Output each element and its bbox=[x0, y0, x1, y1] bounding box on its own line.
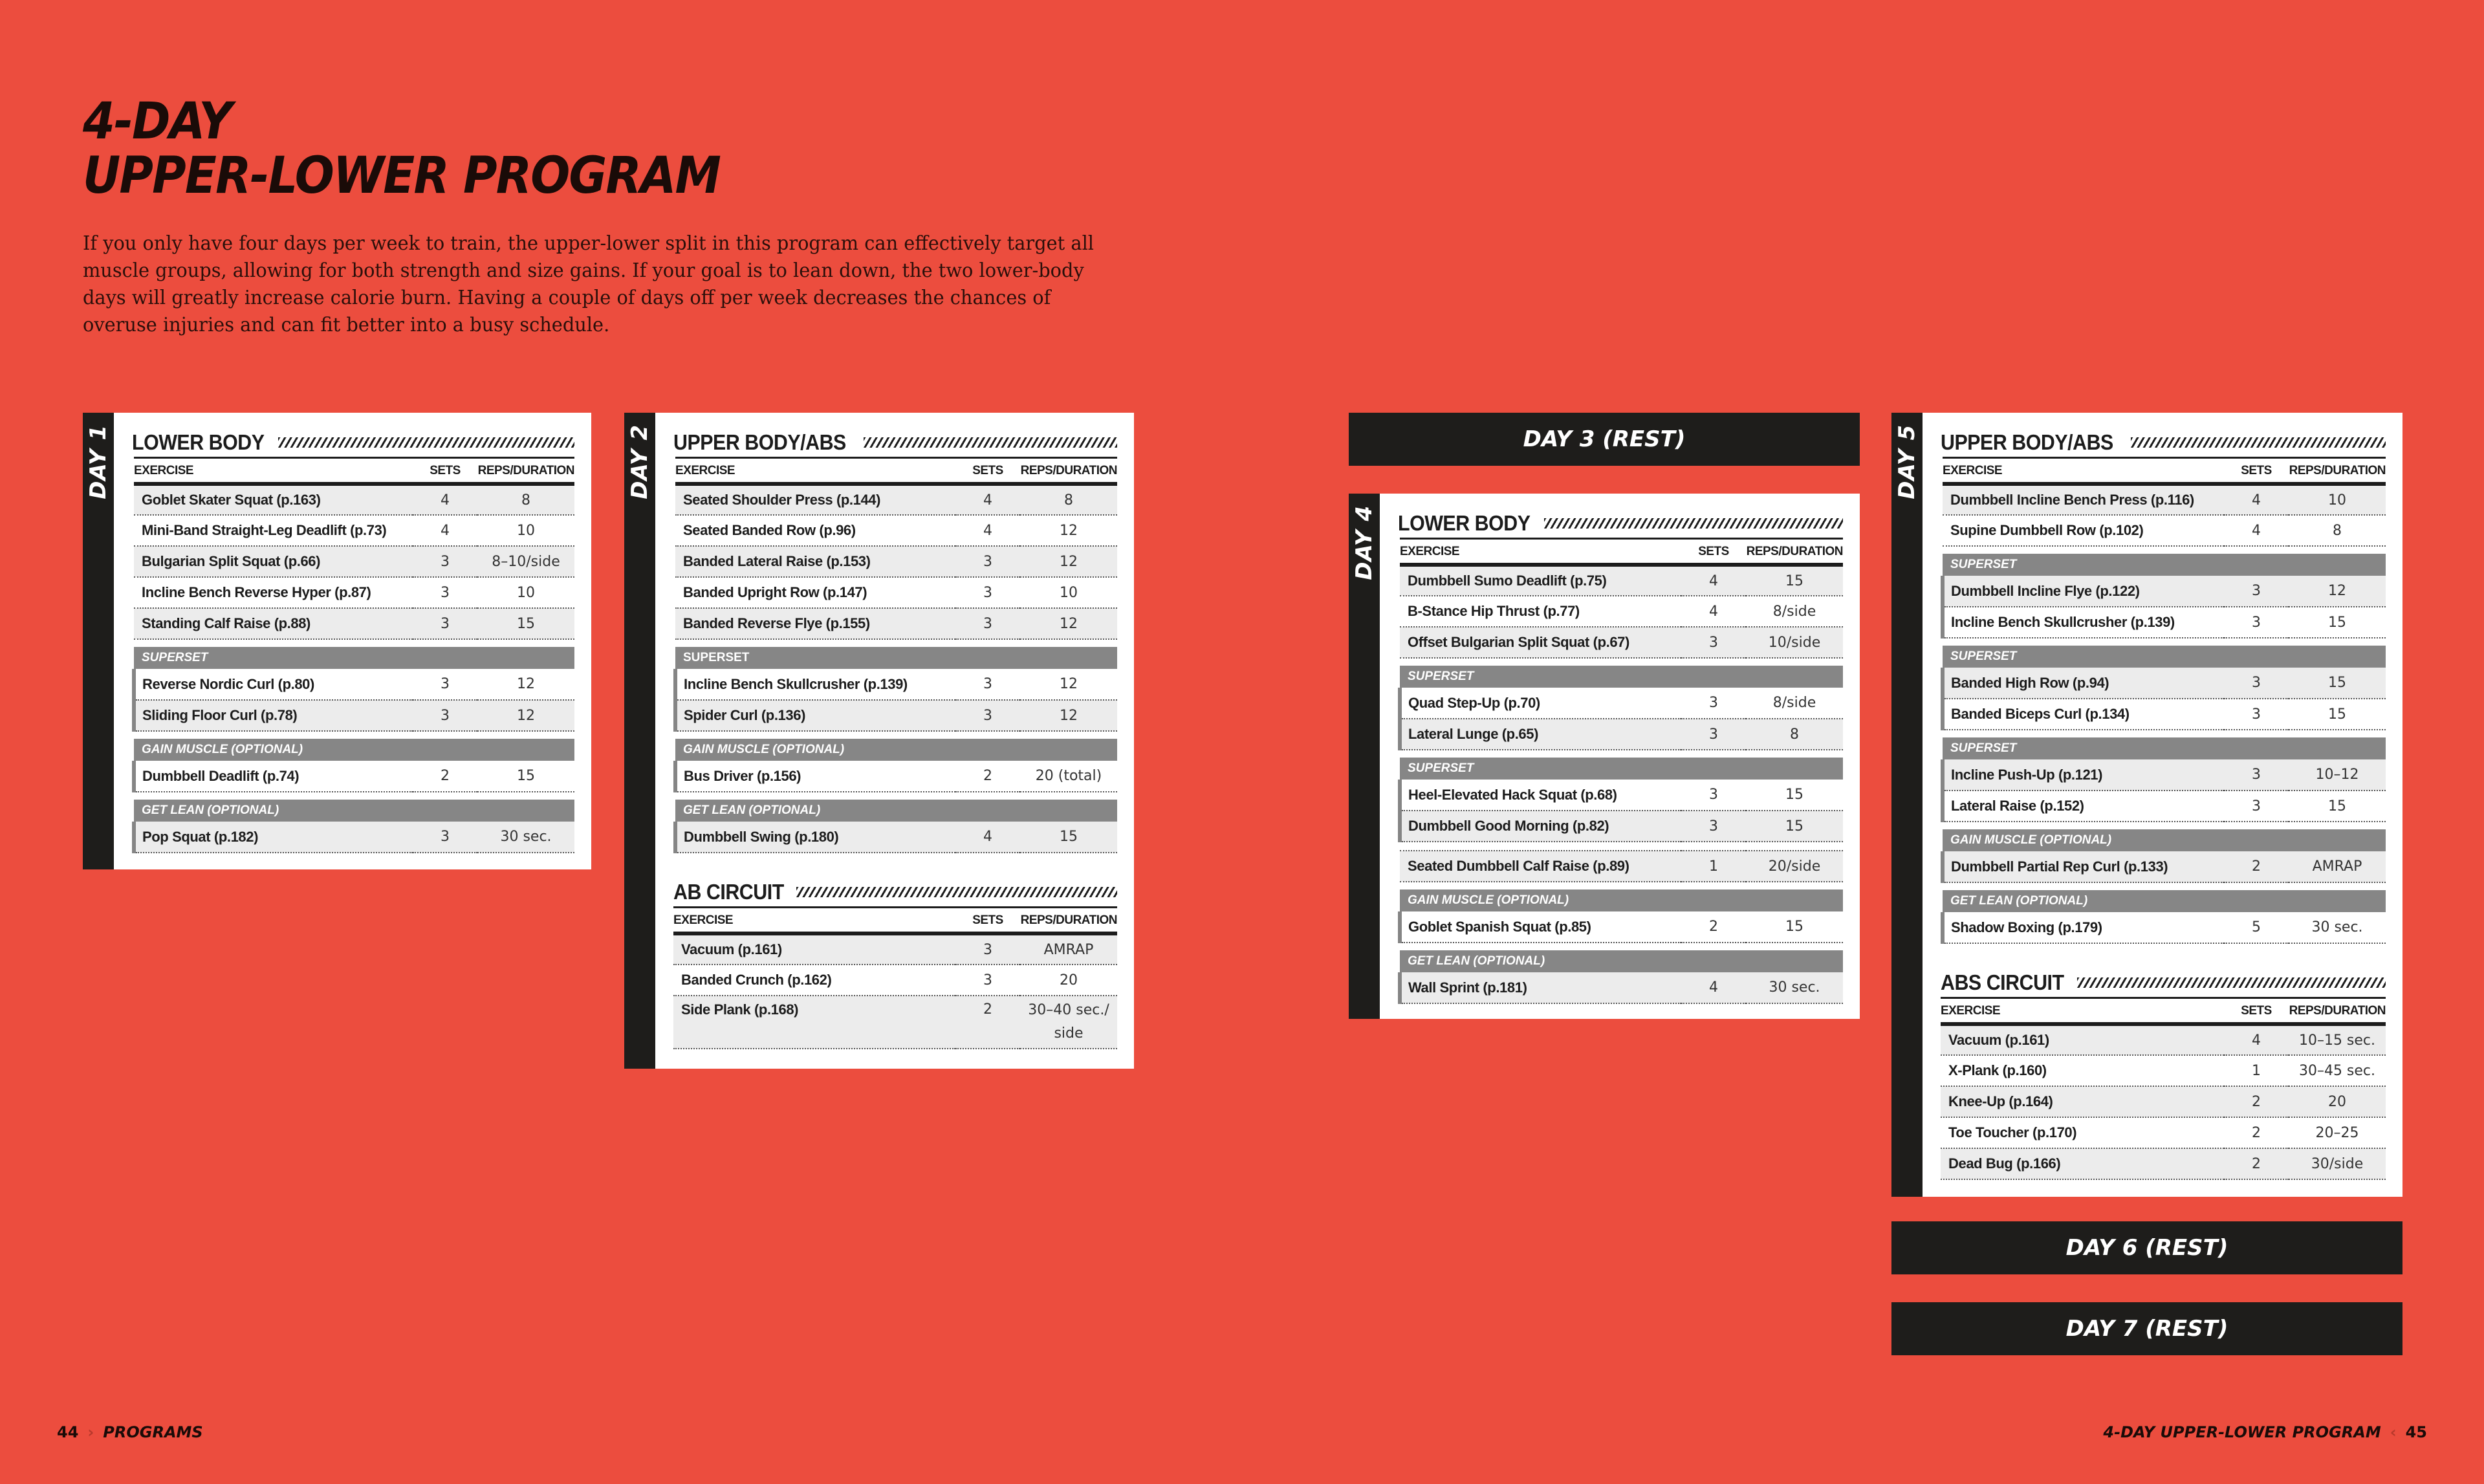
day5-abs-circuit bbox=[1941, 968, 2386, 1180]
col-sets: SETS bbox=[413, 458, 477, 485]
get-lean-header: GET LEAN (OPTIONAL) bbox=[675, 800, 1117, 822]
sets-value: 4 bbox=[2224, 515, 2289, 546]
reps-value: 10 bbox=[2289, 484, 2386, 515]
exercise-name: Standing Calf Raise (p.88) bbox=[134, 608, 413, 639]
sets-value: 5 bbox=[2224, 912, 2289, 943]
superset-header: SUPERSET bbox=[675, 647, 1117, 669]
exercise-table bbox=[1398, 538, 1843, 1004]
reps-value: 10–15 sec. bbox=[2289, 1024, 2386, 1055]
superset-header: SUPERSET bbox=[134, 647, 574, 669]
section-title: LOWER BODY bbox=[1398, 511, 1531, 535]
gain-muscle-header: GAIN MUSCLE (OPTIONAL) bbox=[675, 739, 1117, 761]
reps-value: 10/side bbox=[1746, 627, 1843, 658]
table-row bbox=[675, 515, 1117, 546]
reps-value: AMRAP bbox=[2289, 851, 2386, 882]
table-row bbox=[675, 577, 1117, 608]
col-sets: SETS bbox=[955, 458, 1020, 485]
sets-value: 3 bbox=[413, 577, 477, 608]
sets-value: 3 bbox=[1681, 811, 1746, 842]
sets-value: 4 bbox=[413, 484, 477, 515]
exercise-name: Supine Dumbbell Row (p.102) bbox=[1943, 515, 2224, 546]
table-row bbox=[1941, 1148, 2386, 1179]
table-row bbox=[1400, 565, 1843, 596]
section-title: LOWER BODY bbox=[132, 430, 265, 454]
exercise-table bbox=[1941, 997, 2386, 1180]
day1-card bbox=[83, 413, 591, 869]
reps-value: 15 bbox=[477, 761, 574, 792]
sets-value: 3 bbox=[2224, 576, 2289, 607]
sets-value: 3 bbox=[1681, 780, 1746, 811]
col-exercise: EXERCISE bbox=[1941, 998, 2224, 1025]
reps-value: 20 bbox=[2289, 1086, 2386, 1117]
table-row bbox=[675, 608, 1117, 639]
col-exercise: EXERCISE bbox=[1400, 539, 1681, 565]
reps-value: 15 bbox=[1746, 811, 1843, 842]
col-sets: SETS bbox=[2224, 458, 2289, 485]
exercise-name: Goblet Spanish Squat (p.85) bbox=[1400, 911, 1681, 943]
table-row bbox=[1941, 1055, 2386, 1086]
col-reps: REPS/DURATION bbox=[1020, 458, 1117, 485]
reps-value: 15 bbox=[477, 608, 574, 639]
day7-rest-bar bbox=[1891, 1302, 2402, 1355]
col-reps: REPS/DURATION bbox=[2289, 458, 2386, 485]
exercise-name: Knee-Up (p.164) bbox=[1941, 1086, 2224, 1117]
gain-muscle-header: GAIN MUSCLE (OPTIONAL) bbox=[1400, 889, 1843, 911]
section-title: UPPER BODY/ABS bbox=[1941, 430, 2113, 454]
reps-value: 15 bbox=[1746, 565, 1843, 596]
table-row bbox=[134, 546, 574, 577]
exercise-name: Vacuum (p.161) bbox=[1941, 1024, 2224, 1055]
sets-value: 3 bbox=[955, 608, 1020, 639]
page-title-line2: UPPER-LOWER PROGRAM bbox=[83, 147, 721, 205]
exercise-name: Lateral Lunge (p.65) bbox=[1400, 719, 1681, 750]
reps-value: 20/side bbox=[1746, 851, 1843, 882]
exercise-name: Toe Toucher (p.170) bbox=[1941, 1117, 2224, 1148]
day4-side-tab bbox=[1349, 494, 1380, 1019]
reps-value: 15 bbox=[2289, 668, 2386, 699]
footer-program-label: 4-DAY UPPER-LOWER PROGRAM bbox=[2103, 1423, 2381, 1441]
table-row bbox=[675, 484, 1117, 515]
day6-rest-label: DAY 6 (REST) bbox=[2065, 1235, 2228, 1261]
sets-value: 2 bbox=[413, 761, 477, 792]
exercise-name: Banded Biceps Curl (p.134) bbox=[1943, 699, 2224, 730]
table-row bbox=[1943, 759, 2386, 791]
sets-value: 3 bbox=[955, 700, 1020, 731]
sets-value: 3 bbox=[1681, 627, 1746, 658]
superset-header: SUPERSET bbox=[1943, 646, 2386, 668]
exercise-name: Lateral Raise (p.152) bbox=[1943, 791, 2224, 822]
table-row bbox=[134, 577, 574, 608]
sets-value: 3 bbox=[413, 546, 477, 577]
table-row bbox=[1943, 699, 2386, 730]
table-row bbox=[134, 700, 574, 731]
reps-value: 30/side bbox=[2289, 1148, 2386, 1179]
reps-value: 10–12 bbox=[2289, 759, 2386, 791]
sets-value: 2 bbox=[2224, 1117, 2289, 1148]
table-row bbox=[1943, 607, 2386, 638]
sets-value: 3 bbox=[2224, 607, 2289, 638]
table-row bbox=[134, 484, 574, 515]
table-row bbox=[1400, 851, 1843, 882]
reps-value: 30 sec. bbox=[1746, 972, 1843, 1003]
exercise-name: Offset Bulgarian Split Squat (p.67) bbox=[1400, 627, 1681, 658]
day2-card bbox=[624, 413, 1134, 1069]
hatch-decoration bbox=[796, 887, 1117, 897]
exercise-name: Heel-Elevated Hack Squat (p.68) bbox=[1400, 780, 1681, 811]
exercise-name: Side Plank (p.168) bbox=[673, 996, 955, 1049]
reps-value: 20–25 bbox=[2289, 1117, 2386, 1148]
col-exercise: EXERCISE bbox=[673, 908, 955, 934]
sets-value: 2 bbox=[1681, 911, 1746, 943]
day5-side-tab bbox=[1891, 413, 1923, 1197]
col-reps: REPS/DURATION bbox=[2289, 998, 2386, 1025]
exercise-table bbox=[132, 457, 574, 853]
reps-value: 15 bbox=[1746, 911, 1843, 943]
table-row bbox=[673, 996, 1117, 1049]
day7-rest-label: DAY 7 (REST) bbox=[2065, 1316, 2228, 1342]
exercise-name: Incline Bench Skullcrusher (p.139) bbox=[675, 669, 955, 700]
exercise-name: Spider Curl (p.136) bbox=[675, 700, 955, 731]
day2-ab-circuit bbox=[673, 878, 1117, 1049]
reps-value: 20 bbox=[1020, 965, 1117, 996]
reps-value: 15 bbox=[2289, 699, 2386, 730]
exercise-name: B-Stance Hip Thrust (p.77) bbox=[1400, 596, 1681, 627]
exercise-name: Banded High Row (p.94) bbox=[1943, 668, 2224, 699]
table-row bbox=[134, 515, 574, 546]
day3-rest-bar bbox=[1349, 413, 1860, 466]
col-reps: REPS/DURATION bbox=[1746, 539, 1843, 565]
exercise-name: Wall Sprint (p.181) bbox=[1400, 972, 1681, 1003]
reps-value: AMRAP bbox=[1020, 933, 1117, 965]
reps-value: 12 bbox=[477, 669, 574, 700]
table-row bbox=[1941, 1117, 2386, 1148]
col-exercise: EXERCISE bbox=[134, 458, 413, 485]
hatch-decoration bbox=[864, 437, 1117, 448]
reps-value: 20 (total) bbox=[1020, 761, 1117, 792]
exercise-name: Reverse Nordic Curl (p.80) bbox=[134, 669, 413, 700]
table-row bbox=[1400, 627, 1843, 658]
exercise-name: Vacuum (p.161) bbox=[673, 933, 955, 965]
col-sets: SETS bbox=[2224, 998, 2289, 1025]
day6-rest-bar bbox=[1891, 1221, 2402, 1274]
sets-value: 3 bbox=[2224, 759, 2289, 791]
reps-value: 12 bbox=[1020, 546, 1117, 577]
table-row bbox=[1943, 851, 2386, 882]
col-sets: SETS bbox=[1681, 539, 1746, 565]
col-exercise: EXERCISE bbox=[1943, 458, 2224, 485]
section-title: UPPER BODY/ABS bbox=[673, 430, 846, 454]
table-row bbox=[1400, 811, 1843, 842]
gain-muscle-header: GAIN MUSCLE (OPTIONAL) bbox=[1943, 829, 2386, 851]
page-title bbox=[83, 94, 720, 203]
exercise-name: Bulgarian Split Squat (p.66) bbox=[134, 546, 413, 577]
sets-value: 3 bbox=[955, 669, 1020, 700]
reps-value: 12 bbox=[1020, 669, 1117, 700]
day4-section bbox=[1398, 509, 1843, 1004]
get-lean-header: GET LEAN (OPTIONAL) bbox=[1400, 950, 1843, 972]
sets-value: 4 bbox=[1681, 972, 1746, 1003]
table-row bbox=[675, 546, 1117, 577]
page-title-line1: 4-DAY bbox=[83, 93, 232, 151]
sets-value: 3 bbox=[955, 965, 1020, 996]
sets-value: 4 bbox=[1681, 565, 1746, 596]
reps-value: 30 sec. bbox=[2289, 912, 2386, 943]
exercise-name: Dumbbell Swing (p.180) bbox=[675, 822, 955, 853]
section-title: AB CIRCUIT bbox=[673, 880, 784, 904]
sets-value: 4 bbox=[2224, 484, 2289, 515]
exercise-name: Bus Driver (p.156) bbox=[675, 761, 955, 792]
reps-value: 10 bbox=[477, 577, 574, 608]
reps-value: 15 bbox=[1020, 822, 1117, 853]
day2-side-tab bbox=[624, 413, 655, 1069]
table-row bbox=[1943, 668, 2386, 699]
exercise-name: Goblet Skater Squat (p.163) bbox=[134, 484, 413, 515]
col-sets: SETS bbox=[955, 908, 1020, 934]
reps-value: 15 bbox=[2289, 607, 2386, 638]
gain-muscle-header: GAIN MUSCLE (OPTIONAL) bbox=[134, 739, 574, 761]
get-lean-header: GET LEAN (OPTIONAL) bbox=[1943, 890, 2386, 912]
reps-value: 8 bbox=[477, 484, 574, 515]
chevron-left-icon: ‹ bbox=[2390, 1423, 2397, 1441]
sets-value: 1 bbox=[2224, 1055, 2289, 1086]
exercise-name: Dumbbell Partial Rep Curl (p.133) bbox=[1943, 851, 2224, 882]
sets-value: 4 bbox=[955, 822, 1020, 853]
footer-right bbox=[2103, 1423, 2427, 1441]
footer-left bbox=[57, 1423, 203, 1441]
hatch-decoration bbox=[278, 437, 574, 448]
table-row bbox=[134, 669, 574, 700]
exercise-table bbox=[1941, 457, 2386, 944]
reps-value: 10 bbox=[1020, 577, 1117, 608]
exercise-name: Banded Upright Row (p.147) bbox=[675, 577, 955, 608]
table-row bbox=[1943, 912, 2386, 943]
page-number-left: 44 bbox=[57, 1423, 79, 1441]
sets-value: 3 bbox=[2224, 791, 2289, 822]
table-row bbox=[1941, 1024, 2386, 1055]
reps-value: 30–40 sec./ side bbox=[1020, 996, 1117, 1049]
sets-value: 3 bbox=[955, 577, 1020, 608]
table-row bbox=[1400, 596, 1843, 627]
day3-rest-label: DAY 3 (REST) bbox=[1523, 426, 1686, 452]
col-reps: REPS/DURATION bbox=[1020, 908, 1117, 934]
hatch-decoration bbox=[1544, 518, 1843, 529]
exercise-name: Mini-Band Straight-Leg Deadlift (p.73) bbox=[134, 515, 413, 546]
sets-value: 2 bbox=[2224, 1148, 2289, 1179]
sets-value: 3 bbox=[955, 933, 1020, 965]
reps-value: 12 bbox=[477, 700, 574, 731]
table-row bbox=[675, 822, 1117, 853]
sets-value: 3 bbox=[2224, 699, 2289, 730]
reps-value: 12 bbox=[1020, 608, 1117, 639]
exercise-name: Dumbbell Good Morning (p.82) bbox=[1400, 811, 1681, 842]
footer-section-label: PROGRAMS bbox=[103, 1423, 203, 1441]
day4-card bbox=[1349, 494, 1860, 1019]
hatch-decoration bbox=[2131, 437, 2386, 448]
superset-header: SUPERSET bbox=[1400, 758, 1843, 780]
reps-value: 15 bbox=[1746, 780, 1843, 811]
sets-value: 3 bbox=[413, 700, 477, 731]
table-row bbox=[1400, 972, 1843, 1003]
reps-value: 12 bbox=[1020, 700, 1117, 731]
day5-card bbox=[1891, 413, 2402, 1197]
sets-value: 2 bbox=[2224, 851, 2289, 882]
exercise-name: Seated Banded Row (p.96) bbox=[675, 515, 955, 546]
sets-value: 3 bbox=[413, 608, 477, 639]
sets-value: 4 bbox=[2224, 1024, 2289, 1055]
exercise-name: Banded Reverse Flye (p.155) bbox=[675, 608, 955, 639]
table-row bbox=[675, 700, 1117, 731]
table-row bbox=[1943, 484, 2386, 515]
sets-value: 4 bbox=[955, 515, 1020, 546]
hatch-decoration bbox=[2077, 977, 2386, 988]
sets-value: 4 bbox=[1681, 596, 1746, 627]
table-row bbox=[673, 965, 1117, 996]
exercise-name: Shadow Boxing (p.179) bbox=[1943, 912, 2224, 943]
table-row bbox=[134, 822, 574, 853]
table-row bbox=[1400, 688, 1843, 719]
table-row bbox=[134, 761, 574, 792]
sets-value: 3 bbox=[413, 822, 477, 853]
superset-header: SUPERSET bbox=[1943, 737, 2386, 759]
sets-value: 3 bbox=[1681, 719, 1746, 750]
exercise-name: Incline Bench Skullcrusher (p.139) bbox=[1943, 607, 2224, 638]
exercise-name: Dumbbell Sumo Deadlift (p.75) bbox=[1400, 565, 1681, 596]
superset-header: SUPERSET bbox=[1400, 666, 1843, 688]
reps-value: 8 bbox=[2289, 515, 2386, 546]
col-reps: REPS/DURATION bbox=[477, 458, 574, 485]
exercise-name: Dead Bug (p.166) bbox=[1941, 1148, 2224, 1179]
exercise-table bbox=[673, 457, 1117, 853]
table-row bbox=[1941, 1086, 2386, 1117]
section-title: ABS CIRCUIT bbox=[1941, 970, 2064, 994]
chevron-right-icon: › bbox=[87, 1423, 94, 1441]
day4-label: DAY 4 bbox=[1351, 505, 1377, 580]
exercise-name: Dumbbell Incline Flye (p.122) bbox=[1943, 576, 2224, 607]
table-row bbox=[134, 608, 574, 639]
sets-value: 3 bbox=[1681, 688, 1746, 719]
table-row bbox=[1400, 911, 1843, 943]
table-row bbox=[673, 933, 1117, 965]
table-row bbox=[675, 761, 1117, 792]
sets-value: 2 bbox=[955, 761, 1020, 792]
reps-value: 8 bbox=[1746, 719, 1843, 750]
reps-value: 15 bbox=[2289, 791, 2386, 822]
col-exercise: EXERCISE bbox=[675, 458, 955, 485]
sets-value: 3 bbox=[2224, 668, 2289, 699]
reps-value: 8 bbox=[1020, 484, 1117, 515]
sets-value: 3 bbox=[955, 546, 1020, 577]
exercise-name: Seated Shoulder Press (p.144) bbox=[675, 484, 955, 515]
exercise-name: Seated Dumbbell Calf Raise (p.89) bbox=[1400, 851, 1681, 882]
exercise-name: Incline Bench Reverse Hyper (p.87) bbox=[134, 577, 413, 608]
page-number-right: 45 bbox=[2405, 1423, 2427, 1441]
sets-value: 2 bbox=[2224, 1086, 2289, 1117]
day2-section bbox=[673, 428, 1117, 853]
exercise-name: Pop Squat (p.182) bbox=[134, 822, 413, 853]
reps-value: 12 bbox=[2289, 576, 2386, 607]
sets-value: 1 bbox=[1681, 851, 1746, 882]
day5-section bbox=[1941, 428, 2386, 944]
day1-label: DAY 1 bbox=[85, 424, 111, 499]
reps-value: 8/side bbox=[1746, 688, 1843, 719]
reps-value: 12 bbox=[1020, 515, 1117, 546]
sets-value: 2 bbox=[955, 996, 1020, 1049]
exercise-name: Sliding Floor Curl (p.78) bbox=[134, 700, 413, 731]
table-row bbox=[1943, 576, 2386, 607]
table-row bbox=[1400, 780, 1843, 811]
table-row bbox=[1943, 791, 2386, 822]
day1-section bbox=[132, 428, 574, 853]
exercise-name: Quad Step-Up (p.70) bbox=[1400, 688, 1681, 719]
reps-value: 10 bbox=[477, 515, 574, 546]
sets-value: 3 bbox=[413, 669, 477, 700]
day5-label: DAY 5 bbox=[1894, 424, 1920, 499]
table-row bbox=[675, 669, 1117, 700]
sets-value: 4 bbox=[413, 515, 477, 546]
exercise-name: Incline Push-Up (p.121) bbox=[1943, 759, 2224, 791]
reps-value: 8–10/side bbox=[477, 546, 574, 577]
day1-side-tab bbox=[83, 413, 114, 869]
superset-header: SUPERSET bbox=[1943, 554, 2386, 576]
table-row bbox=[1400, 719, 1843, 750]
intro-paragraph: If you only have four days per week to train, the upper-lower split in this program can effectively target all muscle groups, allowing for both strength and size gains. If your goal is to lean down, the two lower-body days will greatly increase calorie burn. Having a couple of days off per week decreases the chances of overuse injuries and can fit better into a busy schedule. bbox=[83, 232, 1094, 336]
exercise-name: Dumbbell Incline Bench Press (p.116) bbox=[1943, 484, 2224, 515]
exercise-name: Banded Lateral Raise (p.153) bbox=[675, 546, 955, 577]
exercise-name: Banded Crunch (p.162) bbox=[673, 965, 955, 996]
table-row bbox=[1943, 515, 2386, 546]
get-lean-header: GET LEAN (OPTIONAL) bbox=[134, 800, 574, 822]
sets-value: 4 bbox=[955, 484, 1020, 515]
reps-value: 8/side bbox=[1746, 596, 1843, 627]
reps-value: 30–45 sec. bbox=[2289, 1055, 2386, 1086]
reps-value: 30 sec. bbox=[477, 822, 574, 853]
day2-label: DAY 2 bbox=[627, 424, 653, 499]
exercise-name: Dumbbell Deadlift (p.74) bbox=[134, 761, 413, 792]
exercise-table bbox=[673, 906, 1117, 1049]
exercise-name: X-Plank (p.160) bbox=[1941, 1055, 2224, 1086]
